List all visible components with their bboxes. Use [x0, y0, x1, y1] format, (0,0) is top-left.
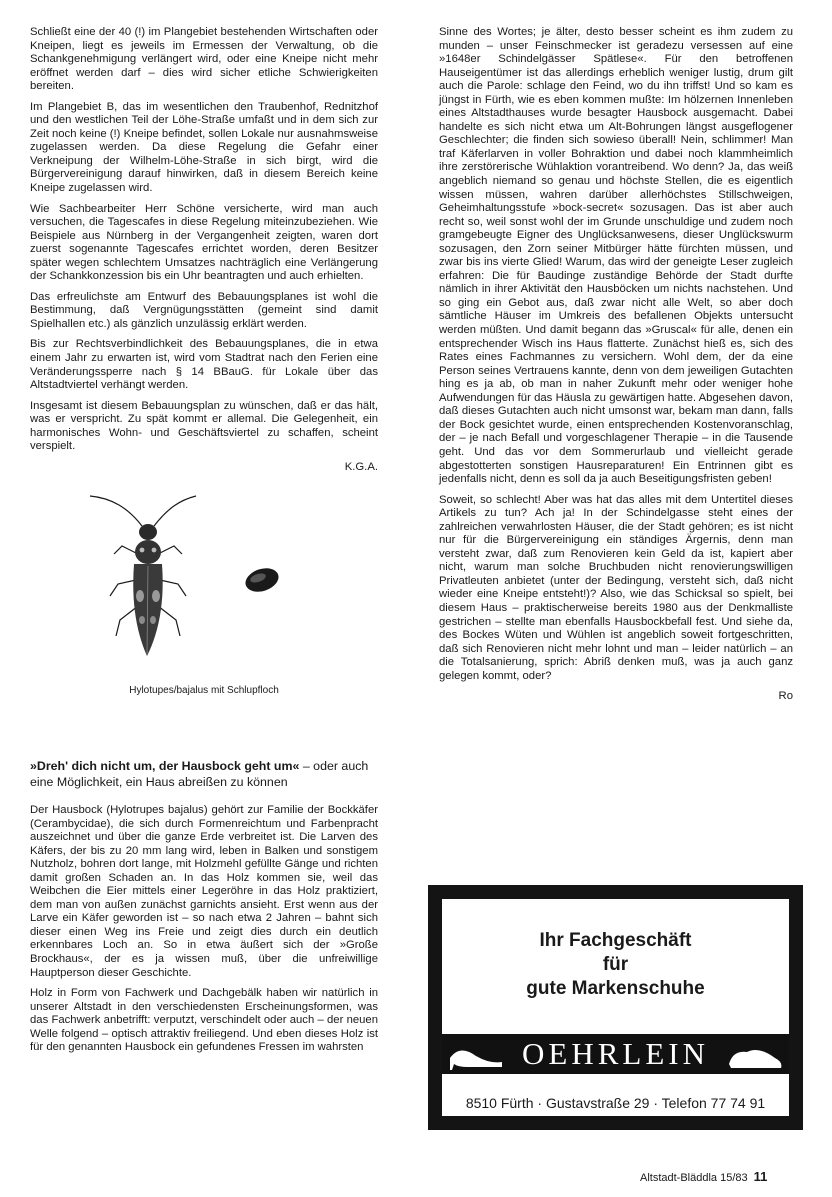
ad-brand-name: OEHRLEIN	[522, 1036, 709, 1071]
article-title-block	[30, 758, 378, 790]
right-column	[439, 26, 793, 710]
author-signature-ro: Ro	[778, 690, 793, 703]
publication-name: Altstadt-Bläddla 15/83	[640, 1172, 748, 1184]
paragraph-feinschmecker: Sinne des Wortes; je älter, desto besser scheint es ihm zudem zu munden – unser Feinschmecker ist geradezu versessen auf eine »1648er Schindelgässer Spätlese«. Für den betroffenen Hauseigentümer ist das allerdings erheblich weniger lustig, drum gilt auch die Parole: schlage den Feind, wo du ihn triffst! Und so kam es jüngst in Fürth, wie es eben kommen mußte: Im hölzernen Innenleben eines Altstadthauses wurde besagter Hausbock ausgemacht. Dabei handelte es sich nicht etwa um Alt-Bohrungen längst ausgeflogener Geschlechter; die finden sich sowieso überall! Nein, schlimmer! Man traf Käferlarven in voller Bohraktion und dabei noch klammheimlich ihre zerstörerische Wühlaktion vorantreibend. Wo denn? Ja, das weiß angeblich niemand so genau und höchste Stellen, die es eigentlich wissen müssen, wahren darüber allerhöchstes Stillschweigen, Geheimhaltungsstufe »bock-secret« sozusagen. Das ist aber auch recht so, weil sonst wohl der im Grunde unschuldige und zudem noch gramgebeugte Eigner des Unglücksanwesens, dieser Unglückswurm sozusagen, den Zorn seiner Mitbürger hätte fürchten müssen, und zwar bis ins vierte Glied! Warum, das wird der geneigte Leser zugleich erfahren: Die für Baudinge zuständige Behörde der Stadt durfte nämlich in ihrer Aktivität den Hausböcken um nichts nachstehen. Und so ging ein Gebot aus, daß zwar nicht alle Welt, so aber doch sämtliche Häuser im Umkreis des befallenen Objekts untersucht werden müßten. Und damit begann das »Gruscal« für alle, denen ein entsprechender Wisch ins Haus flatterte. Zunächst hieß es, sich des Rates eines Fachmannes zu versichern. Wohl dem, der da eine Person seines Vertrauens kannte, denn von dem jeweiligen Gutachten hing es ja ab, ob man in naher Zukunft mehr oder weniger hohe Aufwendungen für das Häusla zu gewärtigen hatte. Abgesehen davon, daß dieses Gutachten auch nicht umsonst war, bekam man dann, falls der Bock gesichtet wurde, einen entsprechenden Kostenvoranschlag, der – je nach Befall und vorgeschlagener Therapie – in die Tausende geht. Und das vor dem Sommerurlaub und vielleicht gerade abgestotterten sonstigen Hausreparaturen! Ein Entrinnen gibt es jedenfalls nicht, denn es soll da ja auch Beseitigungsfristen geben!	[439, 26, 793, 486]
author-signature-kga: K.G.A.	[344, 460, 378, 473]
ad-headline: Ihr Fachgeschäft	[539, 930, 692, 951]
ad-brand-band	[442, 1034, 789, 1074]
paragraph-tagescafes: Wie Sachbearbeiter Herr Schöne versicherte, wird man auch versuchen, die Tagescafes in diese Regelung miteinzubeziehen. Wie Beispiele aus Nürnberg in der Vergangenheit zeigten, waren dort zuerst sogenannte Tagescafes errichtet worden, deren Besitzer später wegen schlechtem Umsatzes nachträglich eine Verlängerung der Schankkonzession bis ein Uhr beantragten und auch erhielten.	[30, 202, 378, 283]
paragraph-fachwerk: Holz in Form von Fachwerk und Dachgebälk haben wir natürlich in unserer Altstadt in den verschiedensten Erscheinungsformen, was das Fachwerk anbetrifft: verputzt, verschindelt oder auch – der neuen Welle folgend – optisch attraktiv freiliegend. Und eben dieses Holz ist für den genannten Hausbock ein gefundenes Fressen im wahrsten	[30, 987, 378, 1054]
article-subtitle: – oder auch eine Möglichkeit, ein Haus abreißen zu können	[30, 758, 369, 789]
figure-caption: Hylotupes/bajalus mit Schlupfloch	[129, 685, 279, 697]
paragraph-soweit-so-schlecht: Soweit, so schlecht! Aber was hat das alles mit dem Untertitel dieses Artikels zu tun? Ach ja! In der Schindelgasse steht eines der zahlreichen verwahrlosten Häuser, die der Stadt gehören; es ist nicht nur für die Bürgervereinigung ein ständiges Ärgernis, denn man versteht zwar, daß zum Renovieren kein Geld da ist, kapiert aber nicht, warum man solche Bruchbuden nicht renovierungswilligen Privatleuten anbietet (unter der Bedingung, versteht sich, daß nicht wieder eine Kneipe entsteht!)? Also, wie das Schicksal so spielt, bei diesem Haus – praktischerweise bereits 1980 aus der Denkmalliste gestrichen – stellte man ebenfalls Hausbockbefall fest. Und siehe da, des Bockes Wüten und Wühlen ist angeblich soweit fortgeschritten, daß sich Renovieren nicht mehr lohnt und man – leider natürlich – an die Totalsanierung, sprich: Abriß denken muß, was ja auch ganz gelegen kommt, oder?	[439, 493, 793, 682]
left-column	[30, 26, 378, 1062]
paragraph-hausbock-intro: Der Hausbock (Hylotrupes bajalus) gehört zur Familie der Bockkäfer (Cerambycidae), die sich durch Formenreichtum und Farbenpracht auszeichnet und über die ganze Erde verbreitet ist. Die Larven des Käfers, der bis zu 20 mm lang wird, leben in Balken und sonstigem Nutzholz, bohren dort lange, mit Holzmehl gefüllte Gänge und richten damit großen Schaden an. In das Holz kommen sie, weil das Weibchen die Eier mittels einer Legeröhre in das Holz praktiziert, dem man von außen zunächst garnichts ansieht. Erst wenn aus der Larve ein Käfer geworden ist – so nach etwa 2 Jahren – bahnt sich dieser einen Weg ins Freie und zeigt dies durch ein deutlich erkennbares Loch an. So in etwa äußert sich der »Große Brockhaus«, der es ja wissen muß, über die unfreiwillige Hauptperson dieser Geschichte.	[30, 803, 378, 979]
paragraph-insgesamt: Insgesamt ist diesem Bebauungsplan zu wünschen, daß er das hält, was er verspricht. Zu spät kommt er allemal. Die Gelegenheit, ein harmonisches Wohn- und Geschäftsviertel zu schaffen, scheint verspielt.	[30, 399, 378, 453]
paragraph-vergnuegungsstaetten: Das erfreulichste am Entwurf des Bebauungsplanes ist wohl die Bestimmung, daß Vergnügungsstätten (gemeint sind damit Spielhallen etc.) als gänzlich unzulässig erklärt werden.	[30, 290, 378, 330]
ad-headline-for: für	[602, 954, 629, 975]
paragraph-plangebiet-b: Im Plangebiet B, das im wesentlichen den Traubenhof, Rednitzhof und den westlichen Teil der Löhe-Straße umfaßt und in dem sich zur Zeit noch keine (!) Kneipe befindet, sollen Lokale nur ausnahmsweise zugelassen werden. Da diese Regelung die Gefahr einer Verkneipung der Wilhelm-Löhe-Straße in sich birgt, wird die Bürgervereinigung darauf hinwirken, daß in diesem Bereich keine Kneipe zugelassen wird.	[30, 100, 378, 195]
shoe-store-advertisement	[428, 885, 803, 1130]
page-footer	[640, 1169, 767, 1184]
paragraph-kneipen: Schließt eine der 40 (!) im Plangebiet bestehenden Wirtschaften oder Kneipen, liegt es jeweils im Ermessen der Verwaltung, ob die Schankgenehmigung verlängert wird, oder eine Kneipe nicht mehr eröffnet werden darf – dies wird sicher etliche Schwierigkeiten bereiten.	[30, 26, 378, 93]
page-number: 11	[753, 1169, 768, 1184]
paragraph-rechtsverbindlichkeit: Bis zur Rechtsverbindlichkeit des Bebauungsplanes, die in etwa einem Jahr zu erwarten ist, wird vom Stadtrat nach den Ferien eine Veränderungssperre nach § 14 BBauG. für Lokale über das Altstadtviertel verhängt werden.	[30, 338, 378, 392]
womens-shoe-icon	[446, 1034, 508, 1074]
house-longhorn-beetle-icon	[30, 488, 378, 678]
beetle-illustration	[30, 488, 378, 678]
mens-shoe-icon	[725, 1034, 785, 1074]
ad-address: 8510 Fürth · Gustavstraße 29 · Telefon 77 74 91	[465, 1095, 766, 1111]
ad-headline-shoes: gute Markenschuhe	[526, 978, 705, 999]
article-title: »Dreh' dich nicht um, der Hausbock geht um«	[30, 758, 300, 773]
